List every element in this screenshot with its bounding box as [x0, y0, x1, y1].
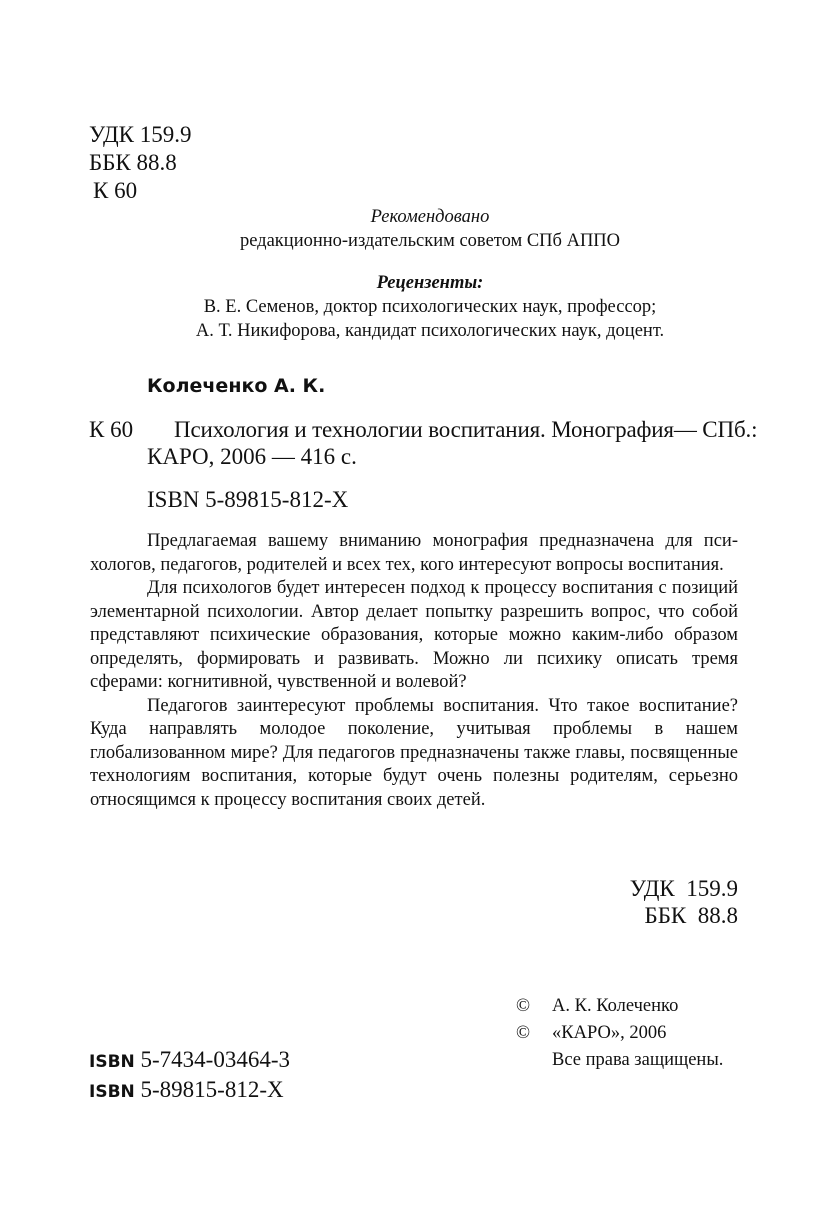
bbk-code: ББК 88.8	[89, 150, 177, 175]
isbn-line	[89, 1076, 284, 1106]
isbn-label: ISBN	[89, 1082, 135, 1102]
reviewer-2: А. Т. Никифорова, кандидат психологических наук, доцент.	[195, 321, 665, 341]
annotation-paragraph: Предлагаемая вашему вниманию монография предназначена для психологов, педагогов, родителей и всех тех, кого интересуют вопросы воспитания.	[90, 531, 738, 575]
isbn-number: 5-7434-03464-3	[140, 1047, 290, 1072]
bibliographic-title: Психология и технологии воспитания. Монография— СПб.:	[174, 417, 758, 442]
copyright-author-line	[516, 994, 678, 1018]
rights-reserved: Все права защищены.	[552, 1050, 724, 1070]
reviewer-1: В. Е. Семенов, доктор психологических наук, профессор;	[203, 297, 657, 317]
bbk-code-right: ББК 88.8	[644, 903, 738, 928]
recommended-label: Рекомендовано	[370, 207, 490, 227]
author-mark: К 60	[93, 178, 138, 203]
bibliographic-isbn: ISBN 5-89815-812-X	[147, 487, 349, 512]
isbn-number: 5-89815-812-X	[140, 1077, 284, 1102]
copyright-icon: ©	[516, 1023, 531, 1043]
reviewers-label: Рецензенты:	[376, 273, 484, 293]
annotation	[90, 530, 738, 812]
bibliographic-mark: К 60	[89, 417, 134, 442]
recommended-by: редакционно-издательским советом СПб АППО	[239, 231, 621, 251]
isbn-line	[89, 1046, 290, 1076]
copyright-author: А. К. Колеченко	[552, 996, 679, 1016]
udk-code: УДК 159.9	[89, 122, 192, 147]
copyright-icon: ©	[516, 996, 531, 1016]
annotation-paragraph: Педагогов заинтересуют проблемы воспитания. Что такое воспитание? Куда направлять молодое поколение, учитывая проблемы в нашем глобализованном мире? Для педагогов предназначены также главы, посвященные технологиям воспитания, которые будут очень полезны родителям, серьезно относящимся к процессу воспитания своих детей.	[90, 695, 738, 810]
udk-code-right: УДК 159.9	[629, 876, 738, 901]
isbn-label: ISBN	[89, 1052, 135, 1072]
copyright-publisher-line	[516, 1021, 666, 1045]
bibliographic-publisher: КАРО, 2006 — 416 с.	[147, 444, 357, 469]
author-name: Колеченко А. К.	[147, 375, 326, 397]
copyright-publisher: «КАРО», 2006	[552, 1023, 667, 1043]
annotation-paragraph: Для психологов будет интересен подход к процессу воспитания с позиций элементарной психологии. Автор делает попытку разрешить вопрос, что собой представляют психические образования, которые можно каким-либо образом определять, формировать и развивать. Можно ли психику описать тремя сферами: когнитивной, чувственной и волевой?	[90, 578, 738, 692]
